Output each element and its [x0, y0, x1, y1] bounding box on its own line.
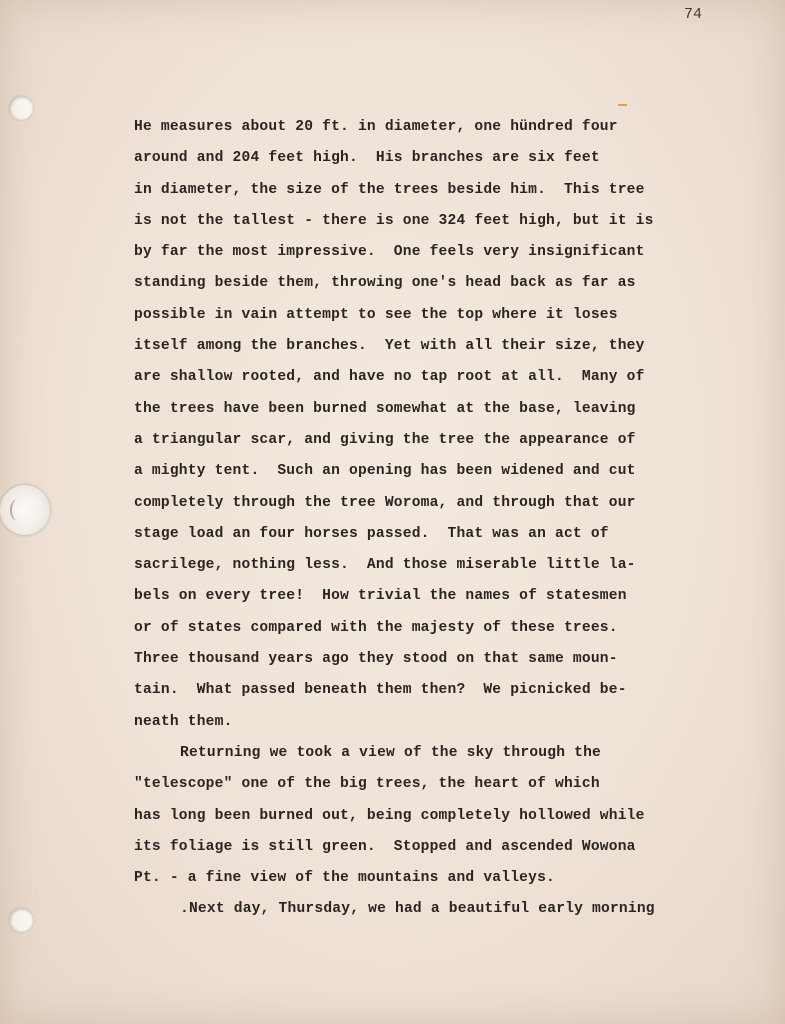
- punch-hole-top: [9, 96, 33, 120]
- text-line: the trees have been burned somewhat at the base, leaving: [134, 400, 636, 417]
- text-line: neath them.: [134, 713, 233, 730]
- text-line: Pt. - a fine view of the mountains and valleys.: [134, 870, 556, 887]
- page-number: 74: [684, 6, 703, 23]
- text-line: Returning we took a view of the sky through the: [180, 744, 602, 761]
- punch-hole-bottom: [9, 908, 33, 932]
- text-line: completely through the tree Woroma, and through that our: [134, 494, 636, 511]
- text-line: itself among the branches. Yet with all their size, they: [134, 338, 645, 355]
- text-line: He measures about 20 ft. in diameter, one hündred four: [134, 119, 618, 135]
- text-line: .Next day, Thursday, we had a beautiful early morning: [180, 901, 655, 918]
- text-line: "telescope" one of the big trees, the heart of which: [134, 776, 600, 793]
- text-line: possible in vain attempt to see the top where it loses: [134, 306, 618, 323]
- text-line: standing beside them, throwing one's head back as far as: [134, 275, 636, 292]
- text-line: bels on every tree! How trivial the names of statesmen: [134, 588, 627, 605]
- text-line: by far the most impressive. One feels very insignificant: [134, 244, 645, 261]
- text-line: or of states compared with the majesty of these trees.: [134, 619, 618, 636]
- text-line: around and 204 feet high. His branches are six feet: [134, 150, 600, 167]
- text-line: are shallow rooted, and have no tap root at all. Many of: [134, 369, 645, 386]
- text-line: sacrilege, nothing less. And those miserable little la-: [134, 557, 636, 574]
- pencil-mark: [618, 104, 627, 106]
- text-line: Three thousand years ago they stood on that same moun-: [134, 651, 618, 668]
- text-line: a mighty tent. Such an opening has been widened and cut: [134, 463, 636, 480]
- text-line: stage load an four horses passed. That was an act of: [134, 525, 609, 542]
- text-line: has long been burned out, being completely hollowed while: [134, 807, 645, 824]
- text-line: its foliage is still green. Stopped and ascended Wowona: [134, 838, 636, 855]
- text-line: in diameter, the size of the trees beside him. This tree: [134, 181, 645, 198]
- text-line: tain. What passed beneath them then? We picnicked be-: [134, 682, 627, 699]
- punch-hole-middle: [0, 485, 50, 535]
- text-line: a triangular scar, and giving the tree the appearance of: [134, 431, 636, 448]
- body-text: [134, 112, 694, 926]
- text-line: is not the tallest - there is one 324 feet high, but it is: [134, 212, 654, 229]
